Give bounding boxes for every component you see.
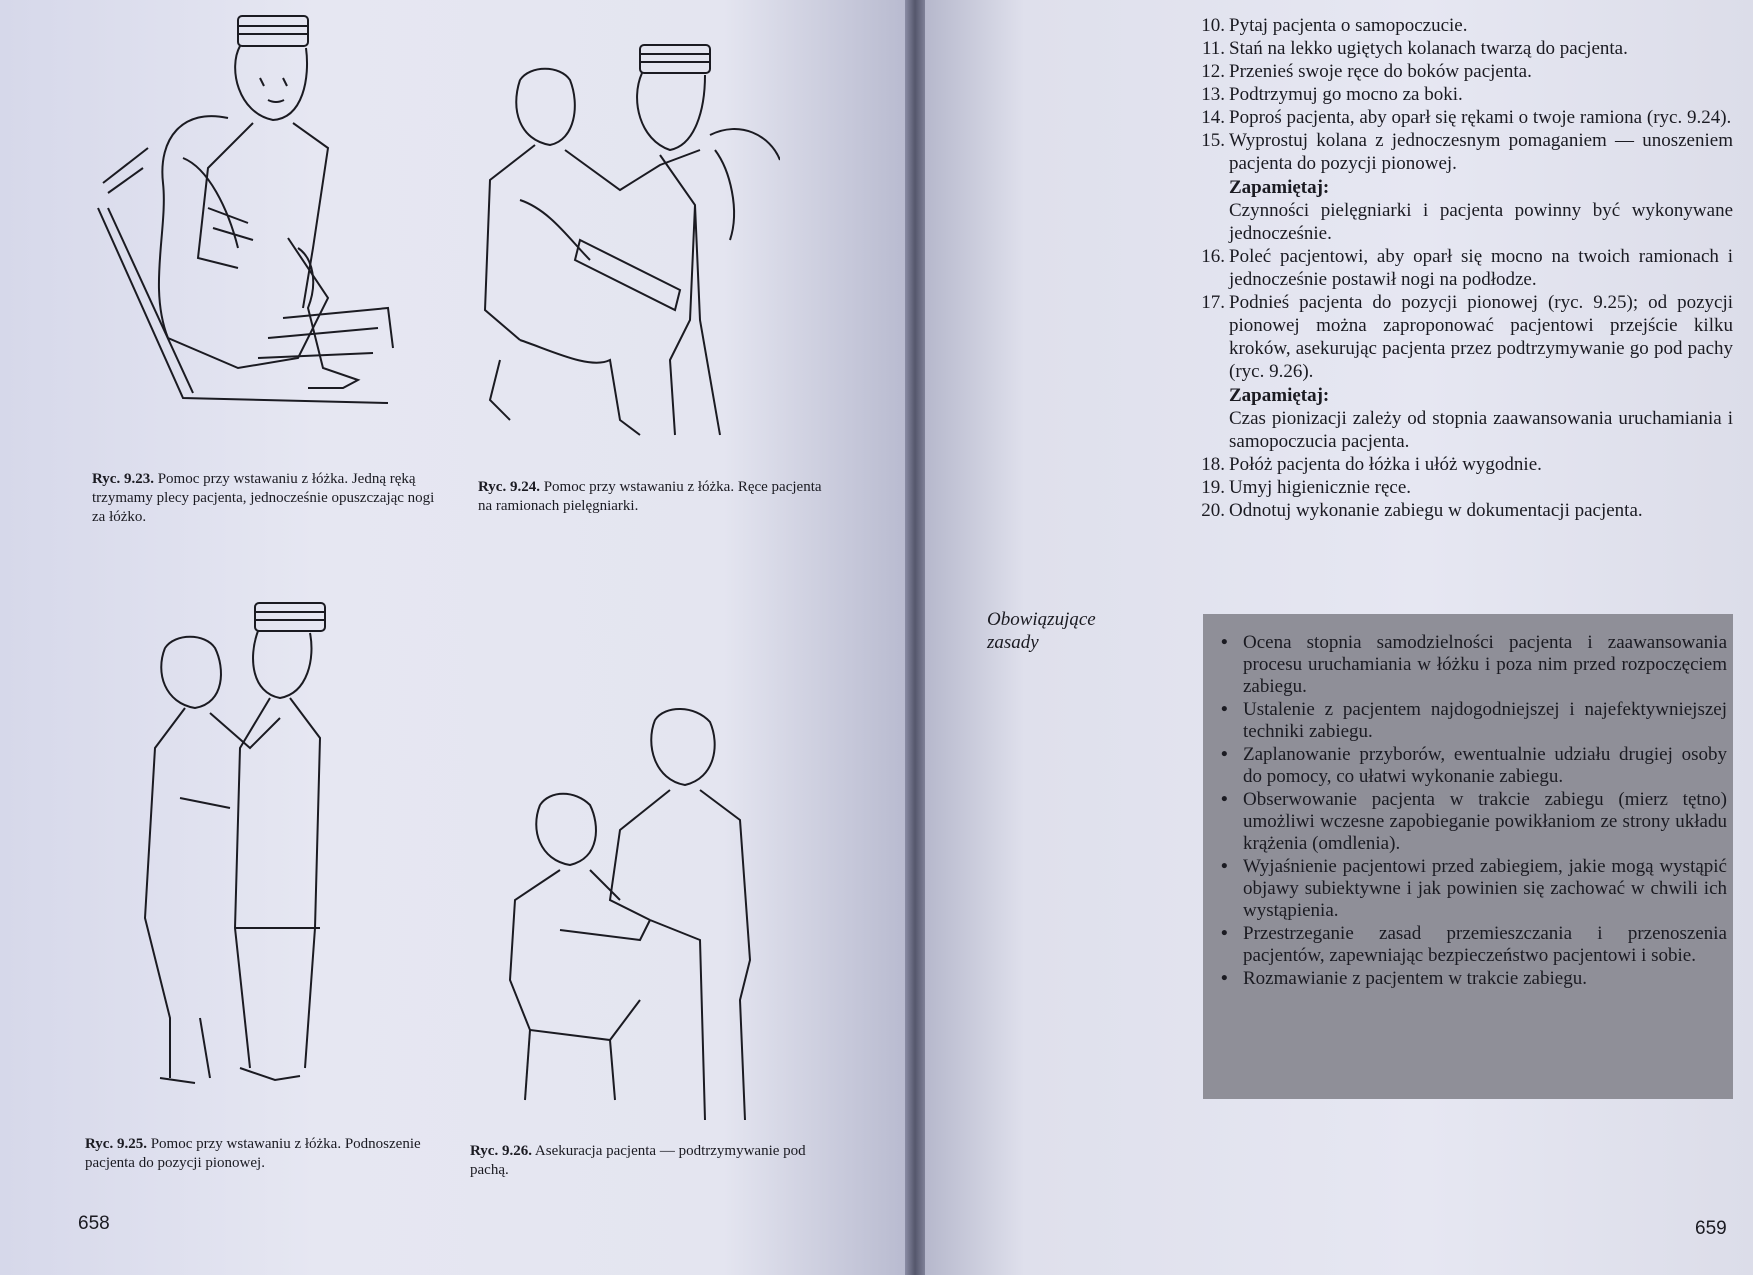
principle-text: Ocena stopnia samodzielności pacjenta i zaawansowania procesu uruchamiania w łóżku i poza nim przed rozpoczęciem zabiegu. <box>1243 632 1727 697</box>
step-13 <box>1195 83 1733 106</box>
principle-text: Wyjaśnienie pacjentowi przed zabiegiem, jakie mogą wystąpić objawy subiektywne i jak powinien się zachować w chwili ich wystąpienia. <box>1243 856 1727 921</box>
principle-text: Przestrzeganie zasad przemieszczania i przenoszenia pacjentów, zapewniając bezpieczeństwo pacjentowi i sobie. <box>1243 923 1727 966</box>
note-text: Czas pionizacji zależy od stopnia zaawansowania uruchamiania i samopoczucia pacjenta. <box>1229 408 1733 452</box>
step-text: Poproś pacjenta, aby oparł się rękami o twoje ramiona (ryc. 9.24). <box>1229 107 1732 128</box>
step-number: 11. <box>1201 38 1225 59</box>
principle-text: Obserwowanie pacjenta w trakcie zabiegu (mierz tętno) umożliwi wczesne zapobieganie powikłaniom ze strony układu krążenia (omdlenia). <box>1243 789 1727 854</box>
book-gutter <box>905 0 925 1275</box>
step-number: 18. <box>1201 454 1225 475</box>
figure-9-24 <box>480 40 780 450</box>
section-side-label: Obowiązujące zasady <box>987 609 1096 653</box>
step-number: 19. <box>1201 477 1225 498</box>
illustration-raising-patient-upright <box>140 598 350 1108</box>
bullet-icon: • <box>1221 744 1228 765</box>
step-20 <box>1195 499 1733 522</box>
step-text: Umyj higienicznie ręce. <box>1229 477 1412 498</box>
step-number: 10. <box>1201 15 1225 36</box>
procedure-steps <box>1195 14 1733 522</box>
step-10 <box>1195 14 1733 37</box>
step-text: Odnotuj wykonanie zabiegu w dokumentacji pacjenta. <box>1229 500 1643 521</box>
caption-text: Pomoc przy wstawaniu z łóżka. Podnoszenie pacjenta do pozycji pionowej. <box>85 1136 421 1171</box>
note-heading: Zapamiętaj: <box>1229 177 1330 198</box>
page-number-left: 658 <box>78 1213 110 1234</box>
step-number: 13. <box>1201 84 1225 105</box>
figure-number: Ryc. 9.24. <box>478 479 540 495</box>
principle-item <box>1215 744 1727 788</box>
figure-9-23 <box>88 8 403 408</box>
step-number: 20. <box>1201 500 1225 521</box>
step-number: 15. <box>1201 130 1225 151</box>
figure-number: Ryc. 9.26. <box>470 1143 532 1159</box>
note-text: Czynności pielęgniarki i pacjenta powinny być wykonywane jednocześnie. <box>1229 200 1733 244</box>
caption-9-26 <box>470 1142 820 1180</box>
step-17 <box>1195 291 1733 383</box>
step-text: Pytaj pacjenta o samopoczucie. <box>1229 15 1468 36</box>
right-page <box>925 0 1753 1275</box>
caption-text: Asekuracja pacjenta — podtrzymywanie pod pachą. <box>470 1143 806 1178</box>
step-number: 16. <box>1201 246 1225 267</box>
principle-item <box>1215 699 1727 743</box>
illustration-supporting-patient-under-arm <box>500 700 810 1120</box>
principle-item <box>1215 968 1727 990</box>
step-text: Podnieś pacjenta do pozycji pionowej (ryc. 9.25); od pozycji pionowej można zaproponować pacjentowi przejście kilku kroków, asekurując pacjenta przez podtrzymywanie go pod pachy (ryc. 9.26). <box>1229 292 1733 382</box>
figure-9-26 <box>500 700 810 1120</box>
principle-text: Zaplanowanie przyborów, ewentualnie udziału drugiej osoby do pomocy, co ułatwi wykonanie zabiegu. <box>1243 744 1727 787</box>
step-text: Poleć pacjentowi, aby oparł się mocno na twoich ramionach i jednocześnie postawił nogi na podłodze. <box>1229 246 1733 290</box>
principles-list <box>1215 632 1727 991</box>
illustration-nurse-helping-patient-sit <box>88 8 403 408</box>
principle-item <box>1215 789 1727 855</box>
step-11 <box>1195 37 1733 60</box>
principle-text: Rozmawianie z pacjentem w trakcie zabiegu. <box>1243 968 1587 989</box>
bullet-icon: • <box>1221 789 1228 810</box>
caption-9-23 <box>92 470 447 527</box>
step-number: 14. <box>1201 107 1225 128</box>
caption-text: Pomoc przy wstawaniu z łóżka. Jedną ręką trzymamy plecy pacjenta, jednocześnie opuszczając nogi za łóżko. <box>92 471 435 525</box>
step-number: 12. <box>1201 61 1225 82</box>
step-16 <box>1195 245 1733 291</box>
principle-item <box>1215 856 1727 922</box>
illustration-patient-hands-on-nurse-shoulders <box>480 40 780 450</box>
note-after-step-17 <box>1195 384 1733 453</box>
bullet-icon: • <box>1221 699 1228 720</box>
step-12 <box>1195 60 1733 83</box>
step-text: Wyprostuj kolana z jednoczesnym pomaganiem — unoszeniem pacjenta do pozycji pionowej. <box>1229 130 1733 174</box>
note-after-step-15 <box>1195 176 1733 245</box>
bullet-icon: • <box>1221 632 1228 653</box>
figure-number: Ryc. 9.23. <box>92 471 154 487</box>
page-number-right: 659 <box>1695 1218 1727 1239</box>
step-text: Podtrzymuj go mocno za boki. <box>1229 84 1463 105</box>
bullet-icon: • <box>1221 923 1228 944</box>
step-18 <box>1195 453 1733 476</box>
caption-9-25 <box>85 1135 455 1173</box>
principle-item <box>1215 632 1727 698</box>
step-15 <box>1195 129 1733 175</box>
caption-text: Pomoc przy wstawaniu z łóżka. Ręce pacjenta na ramionach pielęgniarki. <box>478 479 822 514</box>
bullet-icon: • <box>1221 856 1228 877</box>
step-text: Stań na lekko ugiętych kolanach twarzą do pacjenta. <box>1229 38 1628 59</box>
step-text: Połóż pacjenta do łóżka i ułóż wygodnie. <box>1229 454 1542 475</box>
caption-9-24 <box>478 478 838 516</box>
principle-item <box>1215 923 1727 967</box>
step-number: 17. <box>1201 292 1225 313</box>
step-text: Przenieś swoje ręce do boków pacjenta. <box>1229 61 1532 82</box>
figure-number: Ryc. 9.25. <box>85 1136 147 1152</box>
figure-9-25 <box>140 598 350 1108</box>
step-19 <box>1195 476 1733 499</box>
step-14 <box>1195 106 1733 129</box>
bullet-icon: • <box>1221 968 1228 989</box>
principle-text: Ustalenie z pacjentem najdogodniejszej i najefektywniejszej techniki zabiegu. <box>1243 699 1727 742</box>
note-heading: Zapamiętaj: <box>1229 385 1330 406</box>
